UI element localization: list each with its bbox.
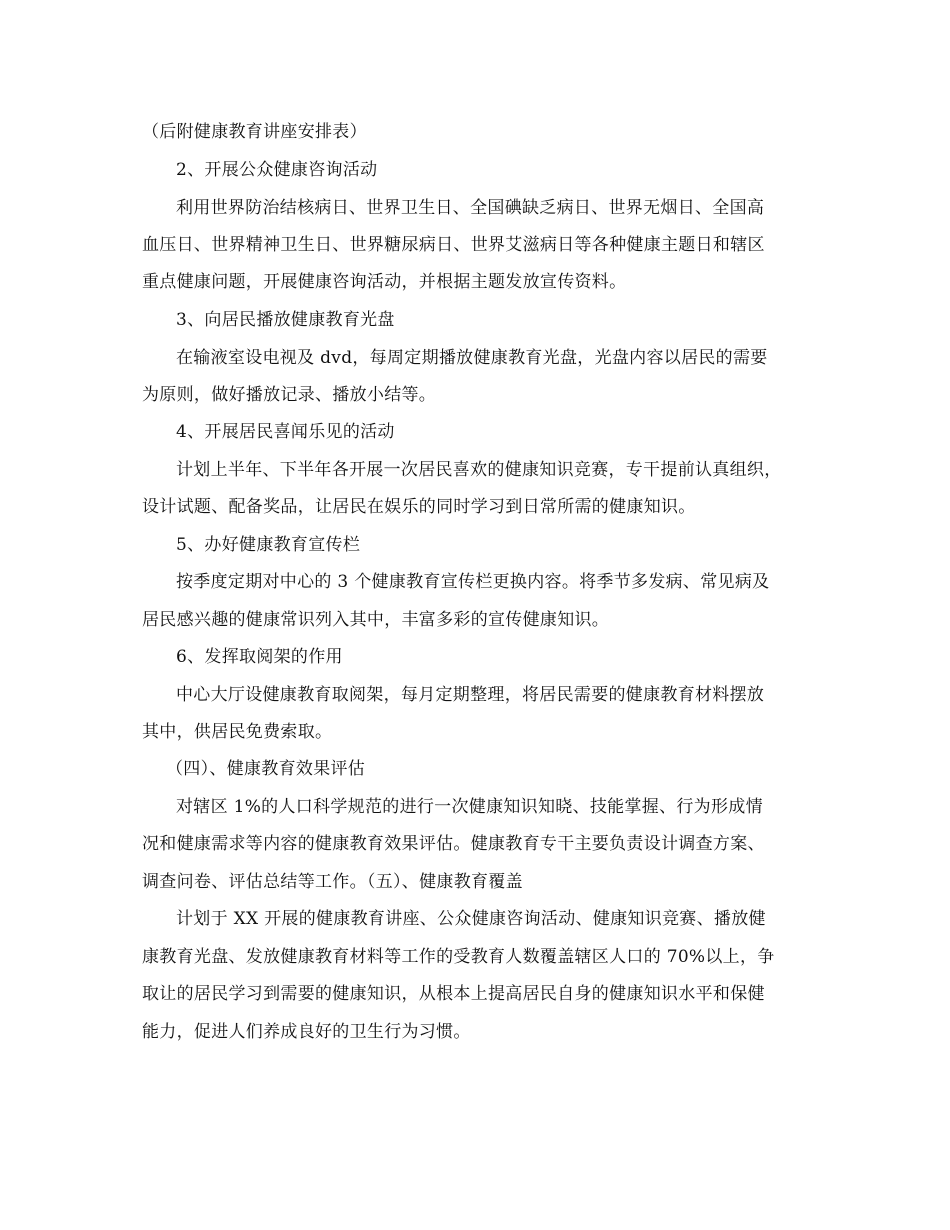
paragraph-line: 计划于 XX 开展的健康教育讲座、公众健康咨询活动、健康知识竞赛、播放健	[176, 909, 766, 929]
section-heading-5: 5、办好健康教育宣传栏	[176, 535, 361, 555]
paragraph-line: 计划上半年、下半年各开展一次居民喜欢的健康知识竞赛，专干提前认真组织，	[176, 460, 782, 480]
paragraph-line: 重点健康问题，开展健康咨询活动，并根据主题发放宣传资料。	[142, 272, 627, 292]
paragraph-line: 在输液室设电视及 dvd，每周定期播放健康教育光盘，光盘内容以居民的需要	[176, 348, 768, 368]
paragraph-line: 况和健康需求等内容的健康教育效果评估。健康教育专干主要负责设计调查方案、	[142, 834, 765, 854]
paragraph-line: 按季度定期对中心的 3 个健康教育宣传栏更换内容。将季节多发病、常见病及	[176, 572, 770, 592]
paragraph-line: 能力，促进人们养成良好的卫生行为习惯。	[142, 1022, 471, 1042]
section-heading-3: 3、向居民播放健康教育光盘	[176, 310, 395, 330]
paragraph-line: 康教育光盘、发放健康教育材料等工作的受教育人数覆盖辖区人口的 70%以上，争	[142, 947, 775, 967]
paragraph-line: 设计试题、配备奖品，让居民在娱乐的同时学习到日常所需的健康知识。	[142, 497, 696, 517]
section-heading-2: 2、开展公众健康咨询活动	[176, 160, 378, 180]
paragraph-line: 其中，供居民免费索取。	[142, 722, 333, 742]
paragraph-line: 利用世界防治结核病日、世界卫生日、全国碘缺乏病日、世界无烟日、全国高	[176, 198, 765, 218]
paragraph-line: 中心大厅设健康教育取阅架，每月定期整理，将居民需要的健康教育材料摆放	[176, 685, 765, 705]
section-heading-4: 4、开展居民喜闻乐见的活动	[176, 422, 395, 442]
paragraph-line: 为原则，做好播放记录、播放小结等。	[142, 385, 437, 405]
section-heading-6: 6、发挥取阅架的作用	[176, 647, 343, 667]
paragraph-line: 取让的居民学习到需要的健康知识，从根本上提高居民自身的健康知识水平和保健	[142, 984, 765, 1004]
paragraph-line: 调查问卷、评估总结等工作。（五）、健康教育覆盖	[142, 872, 523, 892]
paragraph-line: 对辖区 1%的人口科学规范的进行一次健康知识知晓、技能掌握、行为形成情	[176, 797, 763, 817]
section-heading-evaluation: （四）、健康教育效果评估	[166, 759, 366, 779]
paragraph-line: 居民感兴趣的健康常识列入其中，丰富多彩的宣传健康知识。	[142, 610, 610, 630]
paragraph-line: 血压日、世界精神卫生日、世界糖尿病日、世界艾滋病日等各种健康主题日和辖区	[142, 235, 765, 255]
appendix-note: （后附健康教育讲座安排表）	[142, 122, 367, 142]
